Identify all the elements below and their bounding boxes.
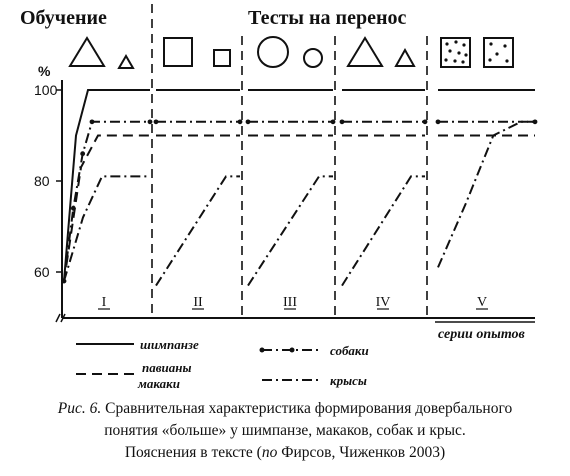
big-triangle-icon (348, 38, 382, 66)
series-point (340, 119, 345, 124)
y-tick-label: 100 (34, 82, 58, 98)
x-axis-label: серии опытов (438, 327, 525, 342)
legend-chimp: шимпанзе (140, 337, 199, 352)
phase-dividers (152, 4, 427, 318)
stimulus-icons (70, 37, 513, 68)
series-point (80, 151, 85, 156)
series-line-3-phase-4 (438, 122, 535, 268)
phase-labels (98, 295, 488, 310)
series-point (436, 119, 441, 124)
series-point (90, 119, 95, 124)
series-point (238, 119, 243, 124)
legend-rats: крысы (330, 373, 367, 388)
series-line-0-phase-0 (64, 90, 150, 281)
axis-break-icon (56, 314, 65, 322)
y-ticks (34, 82, 62, 280)
series-point (331, 119, 336, 124)
legend-baboon: павианы (142, 360, 192, 375)
series-line-3-phase-2 (248, 176, 333, 285)
caption-line-1 (0, 398, 570, 420)
figure-caption (0, 398, 570, 464)
legend-dogs: собаки (330, 343, 369, 358)
small-circle-icon (304, 49, 322, 67)
phase-label: I (101, 295, 107, 310)
legend-dog-marker (290, 348, 295, 353)
header-transfer: Тесты на перенос (248, 7, 407, 29)
series-line-2-phase-0 (64, 136, 150, 282)
sparse-dots-square-icon (484, 38, 513, 67)
phase-label: V (476, 295, 488, 310)
caption-text-1: Сравнительная характеристика формирования довербального (101, 400, 513, 417)
caption-line-2: понятия «больше» у шимпанзе, макаков, собак и крыс. (104, 422, 466, 439)
phase-label: II (193, 295, 203, 310)
big-triangle-icon (70, 38, 104, 66)
caption-line-3 (0, 442, 570, 464)
caption-text-3c: Фирсов, Чиженков 2003) (277, 444, 446, 461)
series-point (148, 119, 153, 124)
y-unit: % (38, 63, 51, 79)
y-tick-label: 80 (34, 173, 50, 189)
big-circle-icon (258, 37, 288, 67)
phase-label: IV (375, 295, 391, 310)
series-layer (62, 90, 538, 286)
stimulus-dots (444, 40, 508, 63)
series-line-3-phase-1 (156, 176, 240, 285)
legend-macaque: макаки (138, 376, 180, 391)
small-triangle-icon (119, 56, 133, 68)
small-square-icon (214, 50, 230, 66)
series-line-3-phase-3 (342, 176, 425, 285)
series-point (246, 119, 251, 124)
big-square-icon (164, 38, 192, 66)
y-tick-label: 60 (34, 264, 50, 280)
caption-text-3a: Пояснения в тексте ( (124, 444, 262, 461)
legend-dog-marker (260, 348, 265, 353)
small-triangle-icon (396, 50, 414, 66)
legend (76, 337, 369, 391)
caption-figure-number: Рис. 6. (57, 400, 102, 417)
series-point (423, 119, 428, 124)
series-point (154, 119, 159, 124)
phase-label: III (283, 295, 297, 310)
caption-text-3b: по (261, 444, 278, 461)
header-training: Обучение (20, 7, 107, 29)
